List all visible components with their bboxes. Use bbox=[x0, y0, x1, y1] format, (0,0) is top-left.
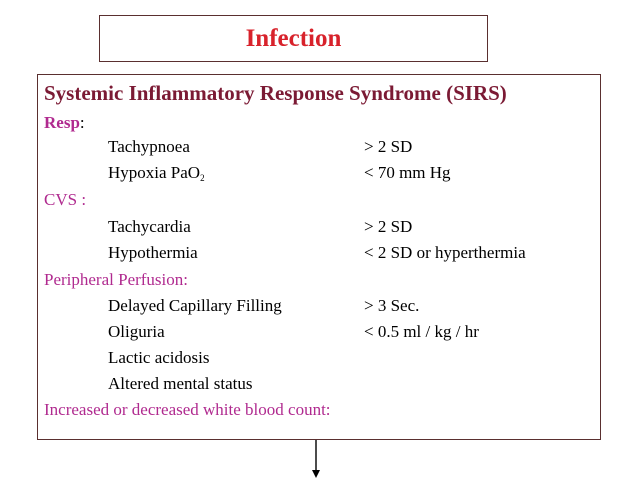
cvs-value-2: < 2 SD or hyperthermia bbox=[364, 243, 526, 262]
resp-value-2: < 70 mm Hg bbox=[364, 163, 451, 182]
title-box bbox=[99, 15, 488, 62]
resp-label-line bbox=[44, 114, 85, 131]
resp-item-1: Tachypnoea bbox=[108, 137, 190, 156]
perfusion-label: Peripheral Perfusion: bbox=[44, 270, 188, 289]
cvs-label: CVS : bbox=[44, 190, 87, 209]
resp-item-2-sub: 2 bbox=[200, 173, 205, 183]
resp-item-2-main: Hypoxia PaO bbox=[108, 163, 201, 182]
resp-label: Resp bbox=[44, 113, 80, 132]
perfusion-value-1: > 3 Sec. bbox=[364, 296, 420, 315]
down-arrow-icon bbox=[311, 440, 321, 479]
cvs-item-2: Hypothermia bbox=[108, 243, 198, 262]
cvs-value-1: > 2 SD bbox=[364, 217, 413, 236]
perfusion-item-1: Delayed Capillary Filling bbox=[108, 296, 282, 315]
resp-value-1: > 2 SD bbox=[364, 137, 413, 156]
heading: Systemic Inflammatory Response Syndrome (SIRS) bbox=[44, 81, 507, 105]
resp-item-2 bbox=[108, 164, 205, 183]
perfusion-item-4: Altered mental status bbox=[108, 374, 253, 393]
resp-colon: : bbox=[79, 113, 85, 132]
wbc-label: Increased or decreased white blood count: bbox=[44, 400, 331, 419]
slide-title: Infection bbox=[245, 25, 342, 52]
cvs-item-1: Tachycardia bbox=[108, 217, 191, 236]
perfusion-value-2: < 0.5 ml / kg / hr bbox=[364, 322, 479, 341]
perfusion-item-2: Oliguria bbox=[108, 322, 165, 341]
perfusion-item-3: Lactic acidosis bbox=[108, 348, 210, 367]
content-box bbox=[37, 74, 601, 440]
